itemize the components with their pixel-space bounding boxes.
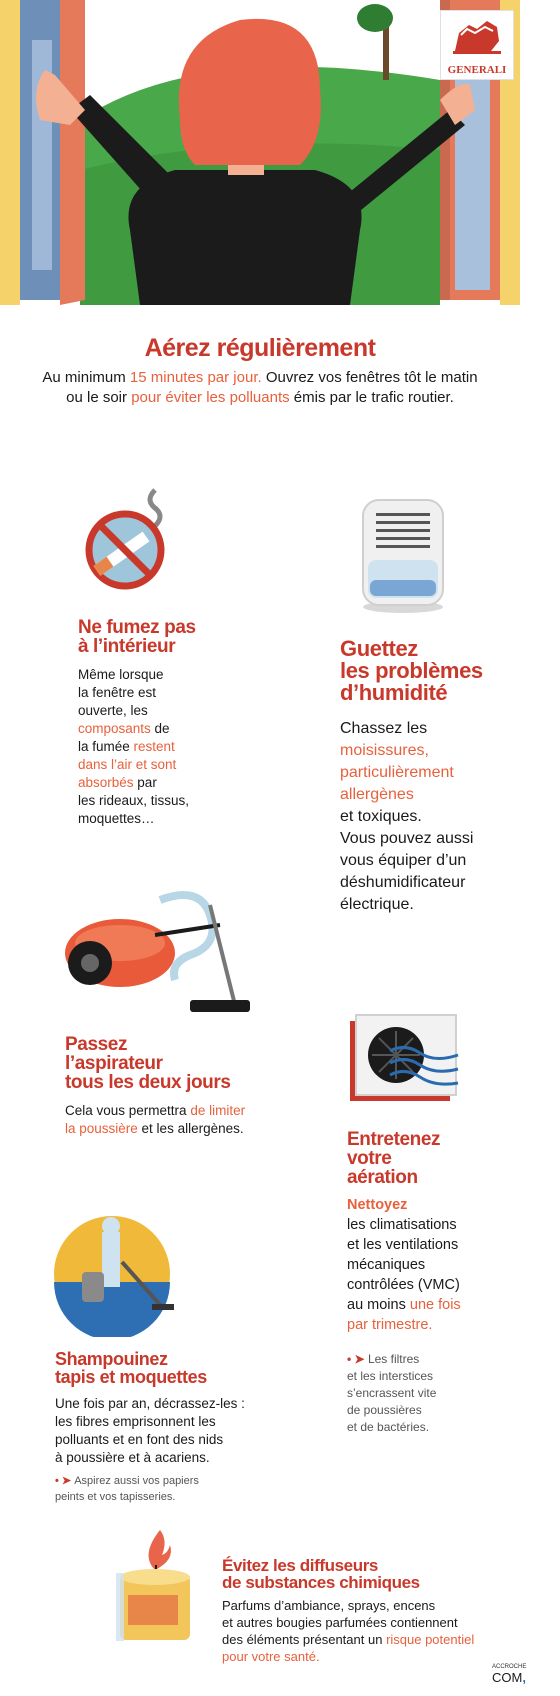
bullet-arrow-icon: • ➤ <box>347 1352 368 1366</box>
humid-text-7: vous équiper d’un <box>340 852 467 869</box>
aeration-section <box>347 1130 517 1436</box>
shampoo-text-4: à poussière et à acariens. <box>55 1450 210 1465</box>
hero-highlight-2: pour éviter les polluants <box>131 389 290 406</box>
diffuser-text-3a: des éléments présentant un <box>222 1632 387 1647</box>
brand-name: GENERALI <box>447 64 507 76</box>
smoke-text-1: Même lorsque <box>78 667 164 682</box>
bullet-arrow-icon: • ➤ <box>55 1475 75 1487</box>
aeration-text-6a: au moins <box>347 1297 410 1313</box>
hero-title: Aérez régulièrement <box>144 334 376 362</box>
smoke-text-5 <box>78 738 278 756</box>
shampoo-text-1: Une fois par an, décrassez-les : <box>55 1396 245 1411</box>
aeration-note-1-text: Les filtres <box>367 1352 420 1366</box>
vacuum-title-3: tous les deux jours <box>65 1072 231 1093</box>
hero-section <box>0 333 520 408</box>
diffuser-title-1: Évitez les diffuseurs <box>222 1556 378 1575</box>
hero-text-1a: Au minimum <box>42 369 130 386</box>
humid-text-1: Chassez les <box>340 720 428 737</box>
smoke-highlight-4: absorbés <box>78 775 134 790</box>
carpet-shampooer-icon <box>52 1212 177 1337</box>
aeration-text-3: et les ventilations <box>347 1237 459 1253</box>
vacuum-text-2b: et les allergènes. <box>137 1121 244 1136</box>
humid-highlight-2: particulièrement <box>340 764 454 781</box>
diffuser-title-2: de substances chimiques <box>222 1573 420 1592</box>
humid-text-6: Vous pouvez aussi <box>340 830 474 847</box>
aeration-title-3: aération <box>347 1167 418 1188</box>
aeration-text-6 <box>347 1295 517 1315</box>
aeration-highlight-1-text: Nettoyez <box>347 1197 408 1213</box>
vacuum-text-1 <box>65 1102 295 1120</box>
diffuser-text-1: Parfums d’ambiance, sprays, encens <box>222 1598 436 1613</box>
aeration-title-2: votre <box>347 1148 392 1169</box>
shampoo-note-2: peints et vos tapisseries. <box>55 1491 176 1503</box>
air-conditioner-icon <box>350 1013 465 1108</box>
hero-text-2a: ou le soir <box>66 389 132 406</box>
vacuum-text-1a: Cela vous permettra <box>65 1103 191 1118</box>
humid-highlight-3: allergènes <box>340 786 414 803</box>
lion-emblem-icon <box>441 11 513 59</box>
vacuum-text-2 <box>65 1120 295 1138</box>
humid-title-1: Guettez <box>340 636 418 661</box>
humid-highlight-1: moisissures, <box>340 742 429 759</box>
diffuser-highlight-2: pour votre santé. <box>222 1649 320 1664</box>
diffuser-text-2: et autres bougies parfumées contiennent <box>222 1615 458 1630</box>
vacuum-cleaner-icon <box>60 885 260 1020</box>
hero-highlight-1: 15 minutes par jour. <box>129 369 262 386</box>
humid-text-5: et toxiques. <box>340 808 422 825</box>
smoke-text-5a: la fumée <box>78 739 134 754</box>
vacuum-title-2: l’aspirateur <box>65 1053 163 1074</box>
hero-text-2b: émis par le trafic routier. <box>289 389 454 406</box>
smoke-title-1: Ne fumez pas <box>78 617 196 638</box>
aeration-title-1: Entretenez <box>347 1129 441 1150</box>
smoke-title-2: à l’intérieur <box>78 636 176 657</box>
hero-text-1b: Ouvrez vos fenêtres tôt le matin <box>261 369 478 386</box>
vacuum-title-1: Passez <box>65 1034 128 1055</box>
vacuum-section <box>65 1035 295 1138</box>
shampoo-title-1: Shampouinez <box>55 1349 168 1369</box>
credit-top: ACCROCHE <box>492 1664 527 1670</box>
humid-text-8: déshumidificateur <box>340 874 466 891</box>
smoke-text-7b: par <box>133 775 157 790</box>
aeration-highlight-1 <box>347 1195 517 1215</box>
smoke-section <box>78 618 278 828</box>
dehumidifier-icon <box>358 495 448 615</box>
smoke-text-4 <box>78 720 278 738</box>
smoke-text-7 <box>78 774 278 792</box>
diffuser-highlight-1: risque potentiel <box>386 1632 475 1647</box>
aeration-highlight-2: une fois <box>409 1297 461 1313</box>
credit-bottom <box>492 1671 552 1685</box>
smoke-text-9: moquettes… <box>78 811 155 826</box>
shampoo-title-2: tapis et moquettes <box>55 1367 207 1387</box>
humid-text-9: électrique. <box>340 896 414 913</box>
aeration-text-2: les climatisations <box>347 1217 457 1233</box>
smoke-text-4b: de <box>150 721 170 736</box>
smoke-text-3: ouverte, les <box>78 703 148 718</box>
scented-candle-icon <box>110 1525 200 1645</box>
smoke-highlight-3: dans l’air et sont <box>78 757 177 772</box>
vacuum-highlight-2: la poussière <box>65 1121 138 1136</box>
aeration-text-5: contrôlées (VMC) <box>347 1277 460 1293</box>
smoke-text-8: les rideaux, tissus, <box>78 793 190 808</box>
humid-title-2: les problèmes <box>340 658 483 683</box>
credit-bottom-text: COM <box>492 1670 523 1685</box>
hero-text <box>0 368 520 408</box>
smoke-highlight-2: restent <box>133 739 175 754</box>
shampoo-text-3: polluants et en font des nids <box>55 1432 224 1447</box>
humid-title-3: d’humidité <box>340 680 448 705</box>
shampoo-text-2: les fibres emprisonnent les <box>55 1414 216 1429</box>
aeration-note-2: et les interstices <box>347 1369 434 1383</box>
aeration-note-1 <box>347 1351 517 1368</box>
smoke-text-2: la fenêtre est <box>78 685 157 700</box>
no-smoking-icon <box>80 480 180 590</box>
aeration-text-4: mécaniques <box>347 1257 426 1273</box>
diffuser-section <box>222 1557 512 1665</box>
generali-logo <box>440 10 514 80</box>
shampoo-note-1 <box>55 1473 285 1489</box>
humidity-section <box>340 638 520 916</box>
aeration-note-5: et de bactéries. <box>347 1420 430 1434</box>
shampoo-note-1-text: Aspirez aussi vos papiers <box>74 1475 199 1487</box>
vacuum-highlight-1: de limiter <box>190 1103 246 1118</box>
aeration-note-4: de poussières <box>347 1403 422 1417</box>
shampoo-section <box>55 1350 285 1505</box>
aeration-highlight-3: par trimestre. <box>347 1317 433 1333</box>
smoke-highlight-1: composants <box>78 721 151 736</box>
comma-icon: , <box>522 1670 526 1685</box>
credit-logo <box>492 1664 552 1685</box>
diffuser-text-3 <box>222 1631 512 1648</box>
aeration-note-3: s’encrassent vite <box>347 1386 437 1400</box>
